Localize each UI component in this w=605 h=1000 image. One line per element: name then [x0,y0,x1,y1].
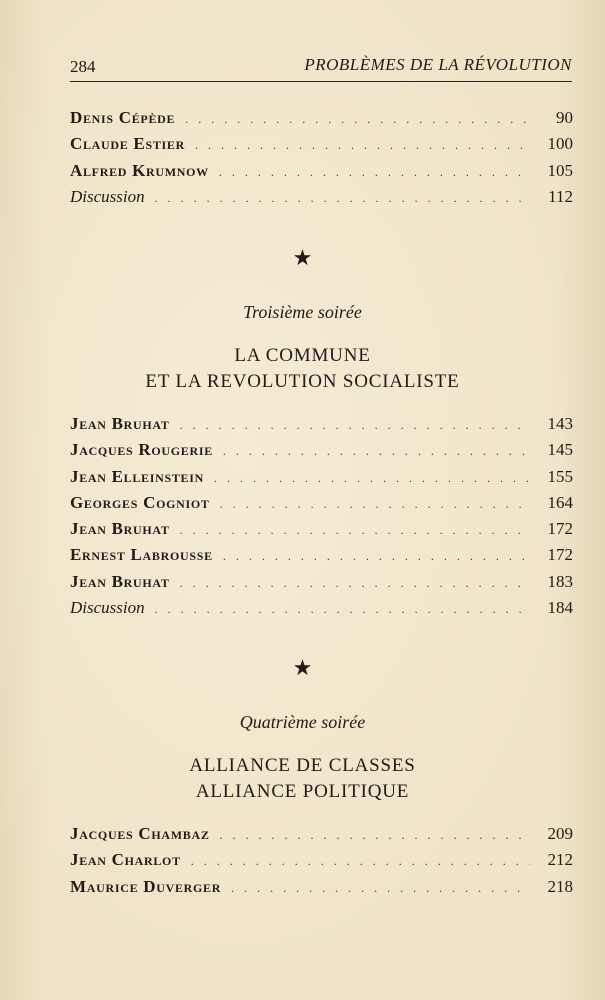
page-ref: 184 [547,598,573,618]
dot-leader [191,854,530,869]
page-ref: 172 [547,545,573,565]
section-title-line: ALLIANCE POLITIQUE [195,781,410,802]
section-title [0,753,605,805]
page-ref: 143 [547,414,573,433]
toc-entry [70,493,573,519]
author-name: Denis Cépède [70,108,176,127]
dot-leader [220,497,530,512]
section-title [0,343,605,395]
dot-leader [223,444,530,459]
dot-leader [214,471,530,486]
author-name: Jean Bruhat [70,571,170,591]
dot-leader [231,881,529,896]
dot-leader [195,138,530,153]
toc-section-4 [70,824,573,903]
toc-entry [70,440,573,466]
author-name: Georges Cogniot [70,492,210,512]
author-name: Jean Bruhat [70,519,170,539]
page-ref: 155 [547,466,573,486]
running-title: PROBLÈMES DE LA RÉVOLUTION [304,55,572,74]
discussion-label: Discussion [70,186,145,206]
toc-entry [70,877,573,903]
section-title-line: ET LA REVOLUTION SOCIALISTE [145,371,460,392]
author-name: Jacques Chambaz [70,824,210,843]
author-name: Jean Bruhat [70,414,170,433]
toc-entry [70,467,573,493]
page-ref: 218 [547,876,573,896]
page-ref: 145 [547,440,573,460]
author-name: Alfred Krumnow [70,160,209,180]
toc-entry [70,187,573,213]
page-ref: 183 [547,571,573,591]
dot-leader [223,549,530,564]
page-ref: 112 [548,186,573,206]
author-name: Jean Elleinstein [70,466,204,486]
dot-leader [155,191,531,206]
toc-entry [70,824,573,850]
toc-section-top [70,108,573,213]
dot-leader [180,576,530,591]
dot-leader [180,523,530,538]
toc-entry [70,850,573,876]
dot-leader [180,418,530,433]
soiree-label: Quatrième soirée [239,712,366,732]
author-name: Jean Charlot [70,850,181,870]
dot-leader [219,165,530,180]
toc-section-3 [70,414,573,624]
page-ref: 164 [547,492,573,512]
section-title-line: ALLIANCE DE CLASSES [189,755,416,776]
toc-entry [70,134,573,160]
toc-entry [70,598,573,624]
page-ref: 105 [547,160,573,180]
toc-entry [70,572,573,598]
page-header [70,55,572,82]
toc-entry [70,519,573,545]
dot-leader [155,602,530,617]
author-name: Jacques Rougerie [70,440,213,460]
star-divider-icon: ★ [292,655,313,680]
toc-entry [70,414,573,440]
section-title-line: LA COMMUNE [234,345,371,366]
dot-leader [185,112,531,127]
toc-entry [70,161,573,187]
toc-entry [70,108,573,134]
page-ref: 90 [556,108,573,127]
star-divider-icon: ★ [292,245,313,270]
toc-entry [70,545,573,571]
author-name: Ernest Labrousse [70,545,213,565]
page-ref: 212 [547,850,573,870]
soiree-label: Troisième soirée [243,302,362,322]
author-name: Claude Estier [70,134,185,154]
discussion-label: Discussion [70,598,145,618]
dot-leader [220,828,530,843]
author-name: Maurice Duverger [70,876,222,896]
page-ref: 209 [547,824,573,843]
page-number: 284 [70,57,96,76]
page-ref: 172 [547,519,573,539]
page-ref: 100 [547,134,573,154]
